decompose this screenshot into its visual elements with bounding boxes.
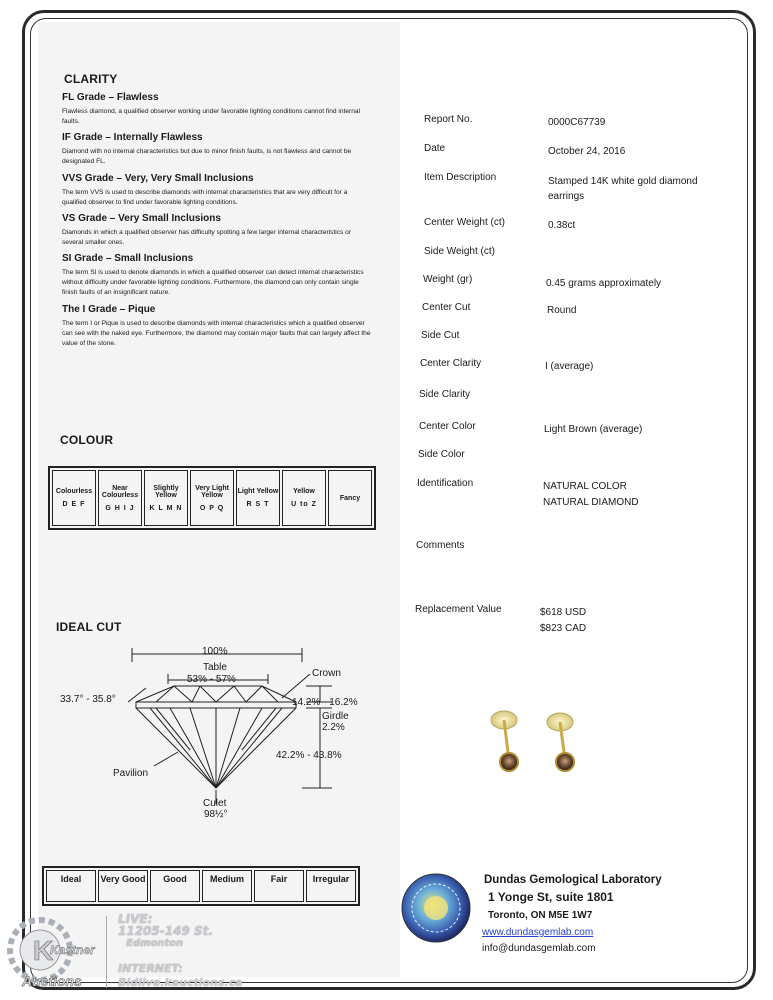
colour-letters: R S T [246,501,270,508]
colour-name: Yellow [293,488,315,495]
clarity-title: CLARITY [64,72,118,86]
colour-scale-table [48,466,376,530]
colour-name: Near Colourless [101,484,139,499]
lab-email: info@dundasgemlab.com [482,943,596,954]
colour-cell-slightly-yellow [144,470,188,526]
lab-address-2: Toronto, ON M5E 1W7 [488,910,593,921]
svg-text:K: K [33,935,54,966]
identification-value-2: NATURAL DIAMOND [543,497,639,508]
pavilion-depth-label: 42.2% - 43.8% [276,750,342,761]
culet-label: Culet [203,798,227,809]
culet-angle-label: 98½° [204,809,228,820]
center-color-label: Center Color [419,421,476,432]
clarity-grade-fl: FL Grade – Flawless [62,92,159,103]
cut-grade-ideal: Ideal [46,870,96,902]
center-weight-value: 0.38ct [548,220,576,231]
lab-name: Dundas Gemological Laboratory [484,874,662,886]
center-color-value: Light Brown (average) [544,424,643,435]
clarity-desc-vvs: The term VVS is used to describe diamonds with internal characteristics that are very difficult for a qualified observer to find under favorable lighting conditions. [62,189,348,206]
colour-name: Very Light Yellow [195,484,229,499]
center-weight-label: Center Weight (ct) [424,217,505,228]
center-clarity-value: I (average) [545,361,594,372]
logo-text-bottom: Auctions [22,973,82,989]
report-no-value: 0000C67739 [548,117,606,128]
colour-cell-near-colourless [98,470,142,526]
item-description-value: Stamped 14K white gold diamond earrings [548,176,698,202]
clarity-grade-if: IF Grade – Internally Flawless [62,132,203,143]
colour-letters: G H I J [105,504,135,512]
weight-gr-label: Weight (gr) [423,274,473,285]
crown-angle-label: 33.7° - 35.8° [60,694,116,705]
cut-grade-irregular: Irregular [306,870,356,902]
center-clarity-label: Center Clarity [420,358,482,369]
side-cut-label: Side Cut [421,330,460,341]
clarity-desc-si: The term SI is used to denote diamonds in which a qualified observer can detect internal characteristics without difficulty under favorable lighting conditions. Furthermore, the diamond can only contain single finish faults of an insignificant nature. [62,269,364,296]
center-cut-label: Center Cut [422,302,471,313]
colour-cell-fancy [328,470,372,526]
colour-name: Colourless [55,488,93,495]
watermark-internet-url: Bidlive.kauctions.ca [118,976,243,989]
cut-grade-very-good: Very Good [98,870,148,902]
date-label: Date [424,143,446,154]
report-no-label: Report No. [424,114,473,125]
watermark-address: 11205-149 St. [118,924,213,938]
replacement-usd-value: $618 USD [540,607,587,618]
colour-letters: D E F [62,501,86,508]
center-cut-value: Round [547,305,577,316]
clarity-grade-vs: VS Grade – Very Small Inclusions [62,213,221,224]
clarity-grade-vvs: VVS Grade – Very, Very Small Inclusions [62,173,254,184]
table-range-label: 53% - 57% [187,674,236,685]
crown-height-label: 14.2% - 16.2% [292,697,358,708]
cut-grade-table [42,866,360,906]
auction-logo [6,916,102,992]
cut-grade-fair: Fair [254,870,304,902]
colour-name: Light Yellow [237,488,279,495]
colour-letters: O P Q [199,504,225,512]
hologram-seal-icon [398,870,474,946]
colour-letters: U to Z [291,501,317,508]
table-label: Table [203,662,227,673]
clarity-desc-pique: The term I or Pique is used to describe diamonds with internal characteristics which a qualified observer can see with the naked eye. Furthermore, the diamond may contain major faults that can largely affect the value of the stone. [62,320,371,347]
clarity-desc-if: Diamond with no internal characteristics but due to minor finish faults, is not flawless and cannot be designated FL. [62,148,352,165]
earrings-photo [478,700,598,790]
colour-cell-colourless [52,470,96,526]
watermark-live-label: LIVE: [118,912,153,926]
side-clarity-label: Side Clarity [419,389,471,400]
identification-label: Identification [417,478,474,489]
colour-cell-yellow [282,470,326,526]
ideal-cut-title: IDEAL CUT [56,620,122,634]
replacement-value-label: Replacement Value [415,604,502,615]
width-label: 100% [202,646,228,657]
colour-title: COLOUR [60,433,114,447]
lab-address-1: 1 Yonge St, suite 1801 [488,890,614,904]
side-color-label: Side Color [418,449,465,460]
comments-label: Comments [416,540,465,551]
item-description-label: Item Description [424,172,497,183]
girdle-pct-label: 2.2% [322,722,345,733]
logo-text-top: Kastner [50,943,95,957]
clarity-grade-si: SI Grade – Small Inclusions [62,253,194,264]
lab-website-link[interactable]: www.dundasgemlab.com [482,927,594,938]
side-weight-label: Side Weight (ct) [424,246,495,257]
cut-grade-good: Good [150,870,200,902]
colour-letters: K L M N [149,504,183,512]
colour-name: Fancy [339,494,361,502]
weight-gr-value: 0.45 grams approximately [546,278,662,289]
cut-grade-medium: Medium [202,870,252,902]
identification-value-1: NATURAL COLOR [543,481,627,492]
colour-cell-very-light-yellow [190,470,234,526]
colour-name: Slightly Yellow [153,484,179,499]
crown-label: Crown [312,668,341,679]
girdle-label: Girdle [322,711,349,722]
date-value: October 24, 2016 [548,146,626,157]
clarity-desc-fl: Flawless diamond, a qualified observer working under favorable lighting conditions cannot find internal faults. [62,108,360,125]
replacement-cad-value: $823 CAD [540,623,587,634]
clarity-desc-vs: Diamonds in which a qualified observer has difficulty spotting a few larger internal characteristics or several smaller ones. [62,229,352,246]
pavilion-label: Pavilion [113,768,149,779]
watermark-city: Edmonton [126,938,184,949]
watermark-divider [106,916,107,988]
clarity-grade-pique: The I Grade – Pique [62,304,156,315]
watermark-internet-label: INTERNET: [118,962,183,975]
colour-cell-light-yellow [236,470,280,526]
